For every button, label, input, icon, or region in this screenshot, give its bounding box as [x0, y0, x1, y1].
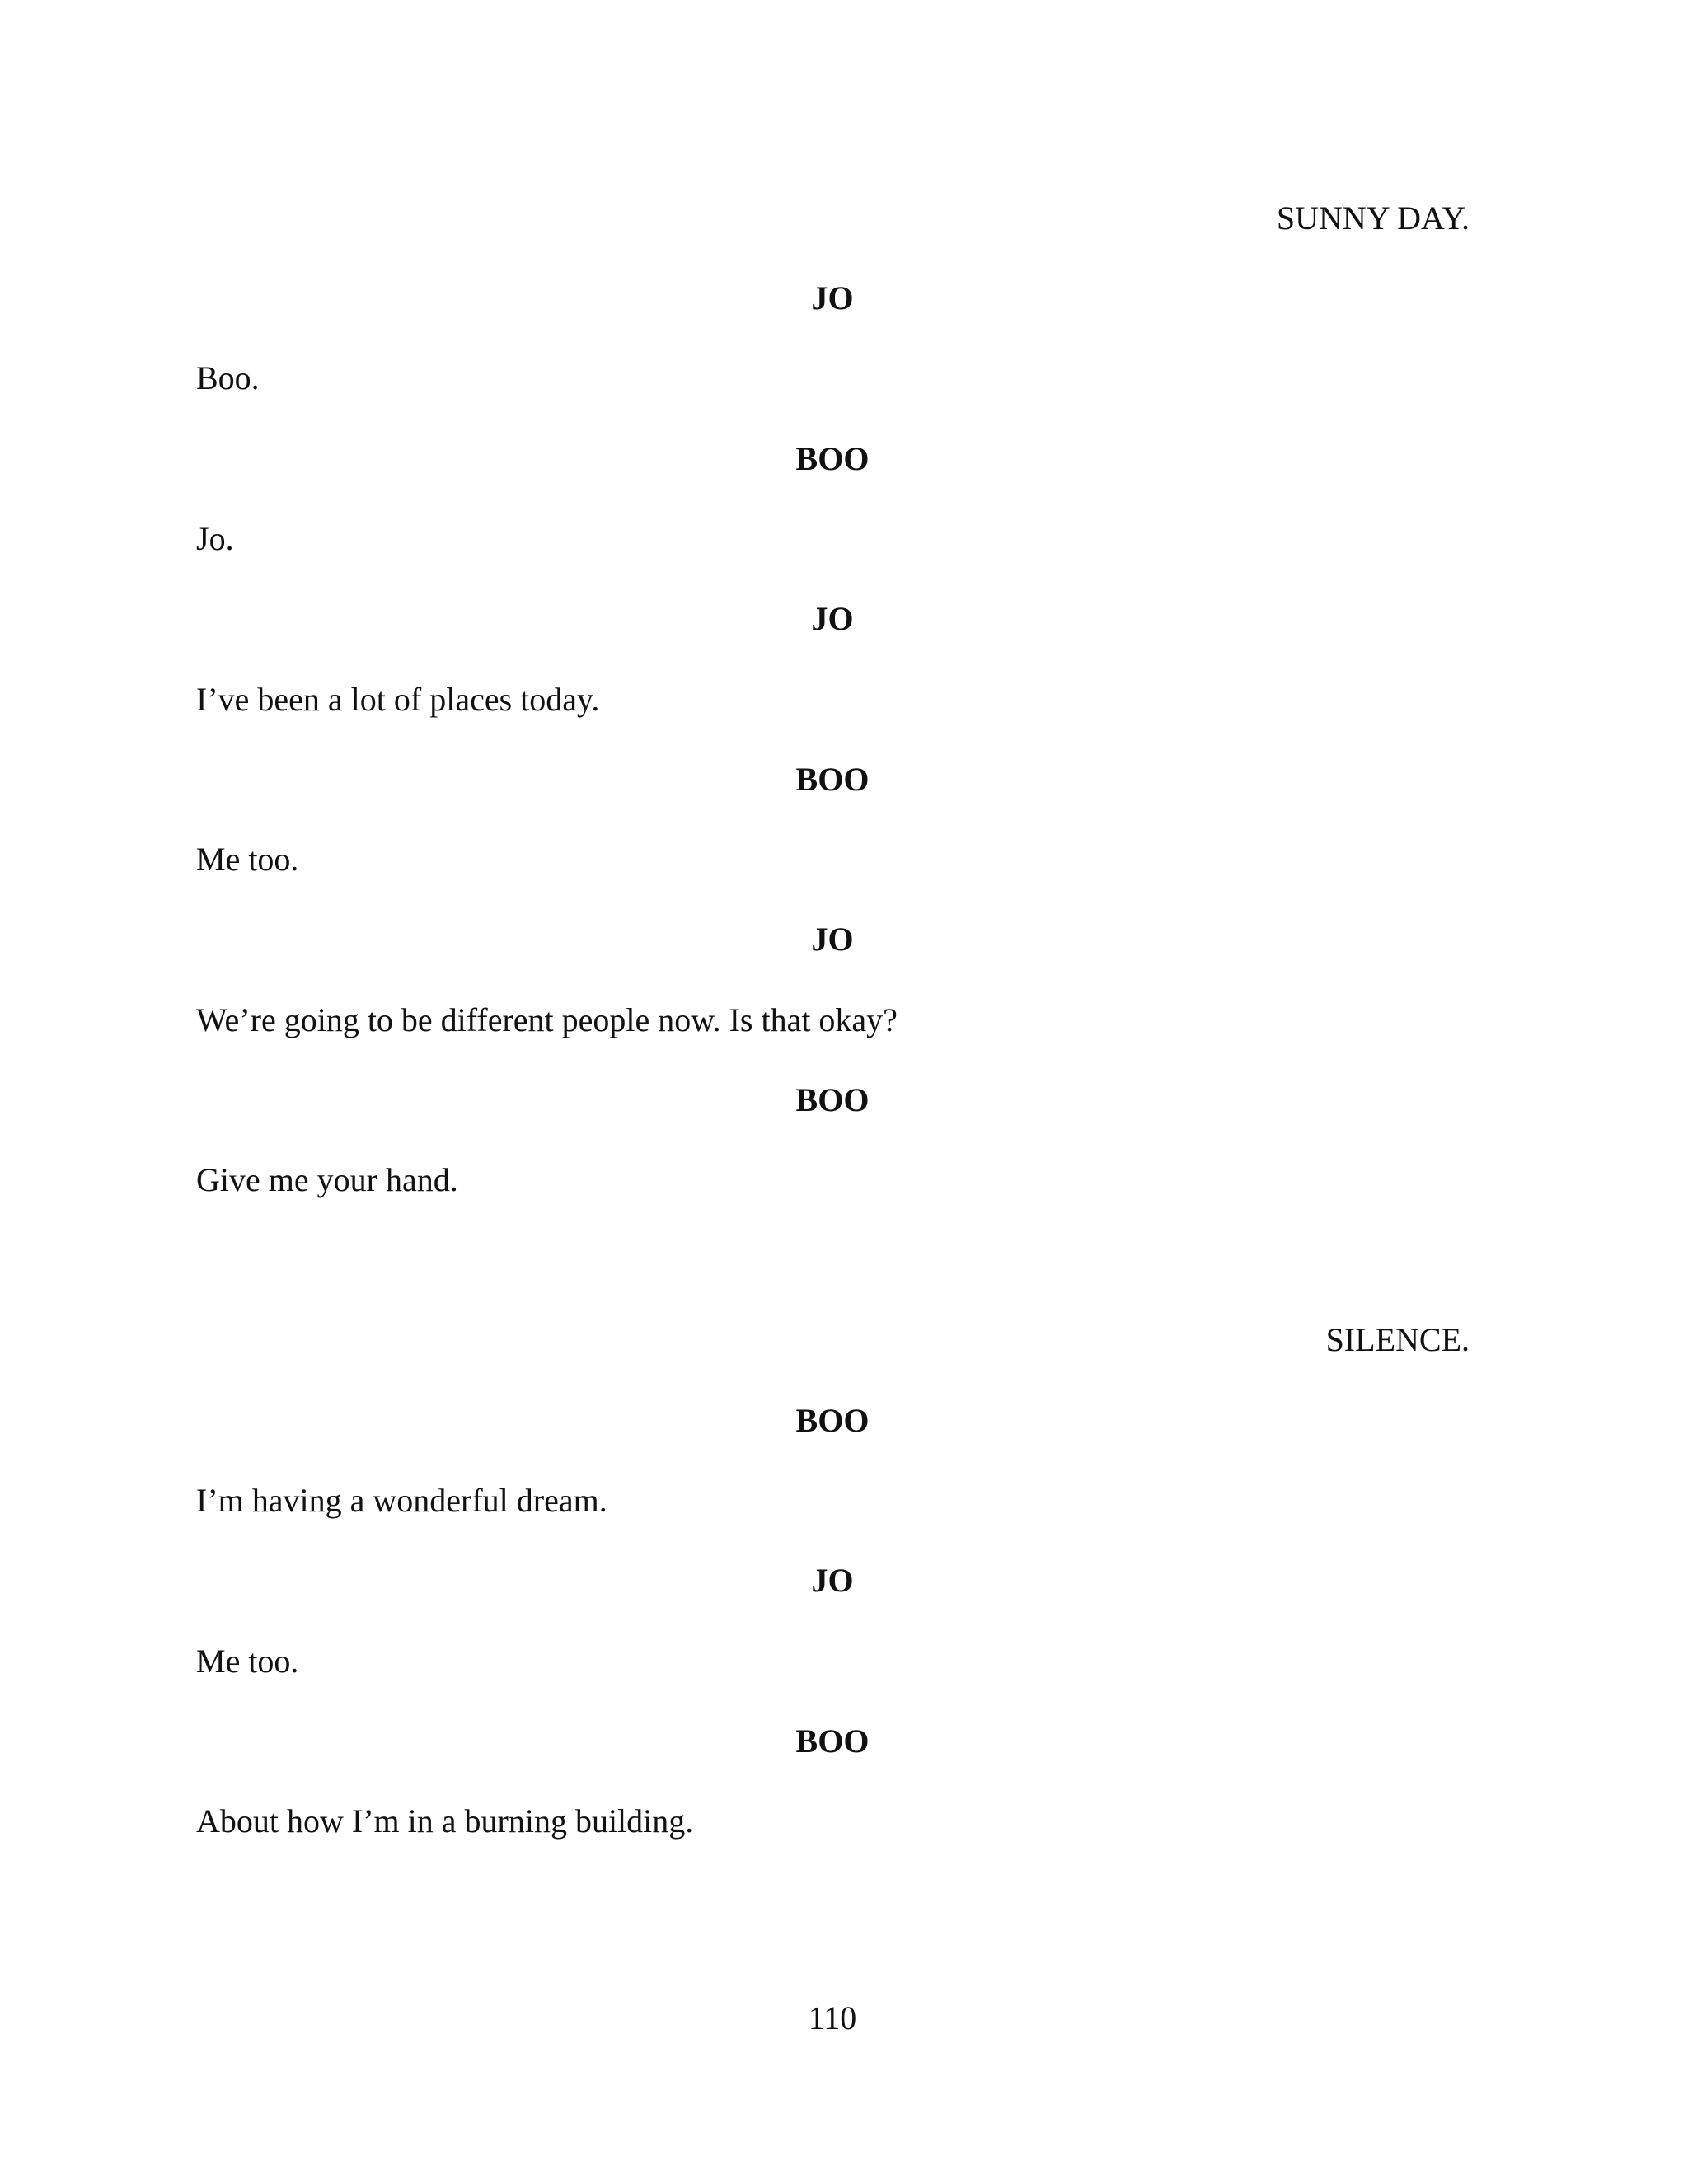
- dialogue-line: About how I’m in a burning building.: [196, 1802, 694, 1840]
- dialogue-line: Me too.: [196, 841, 299, 878]
- stage-direction: SILENCE.: [1325, 1321, 1470, 1358]
- character-name: JO: [811, 1562, 854, 1599]
- dialogue-line: We’re going to be different people now. Is that okay?: [196, 1001, 898, 1038]
- dialogue-line: Give me your hand.: [196, 1161, 458, 1198]
- dialogue-line: Boo.: [196, 359, 260, 396]
- character-name: BOO: [795, 1081, 870, 1118]
- character-name: BOO: [795, 440, 870, 477]
- dialogue-line: I’ve been a lot of places today.: [196, 681, 600, 718]
- character-name: JO: [811, 921, 854, 958]
- dialogue-line: Jo.: [196, 520, 234, 557]
- character-name: BOO: [795, 761, 870, 798]
- character-name: BOO: [795, 1722, 870, 1760]
- page-number: 110: [808, 1999, 857, 2036]
- stage-direction: SUNNY DAY.: [1276, 199, 1470, 237]
- character-name: JO: [811, 279, 854, 316]
- dialogue-line: I’m having a wonderful dream.: [196, 1482, 607, 1519]
- dialogue-line: Me too.: [196, 1643, 299, 1680]
- character-name: BOO: [795, 1402, 870, 1439]
- character-name: JO: [811, 600, 854, 637]
